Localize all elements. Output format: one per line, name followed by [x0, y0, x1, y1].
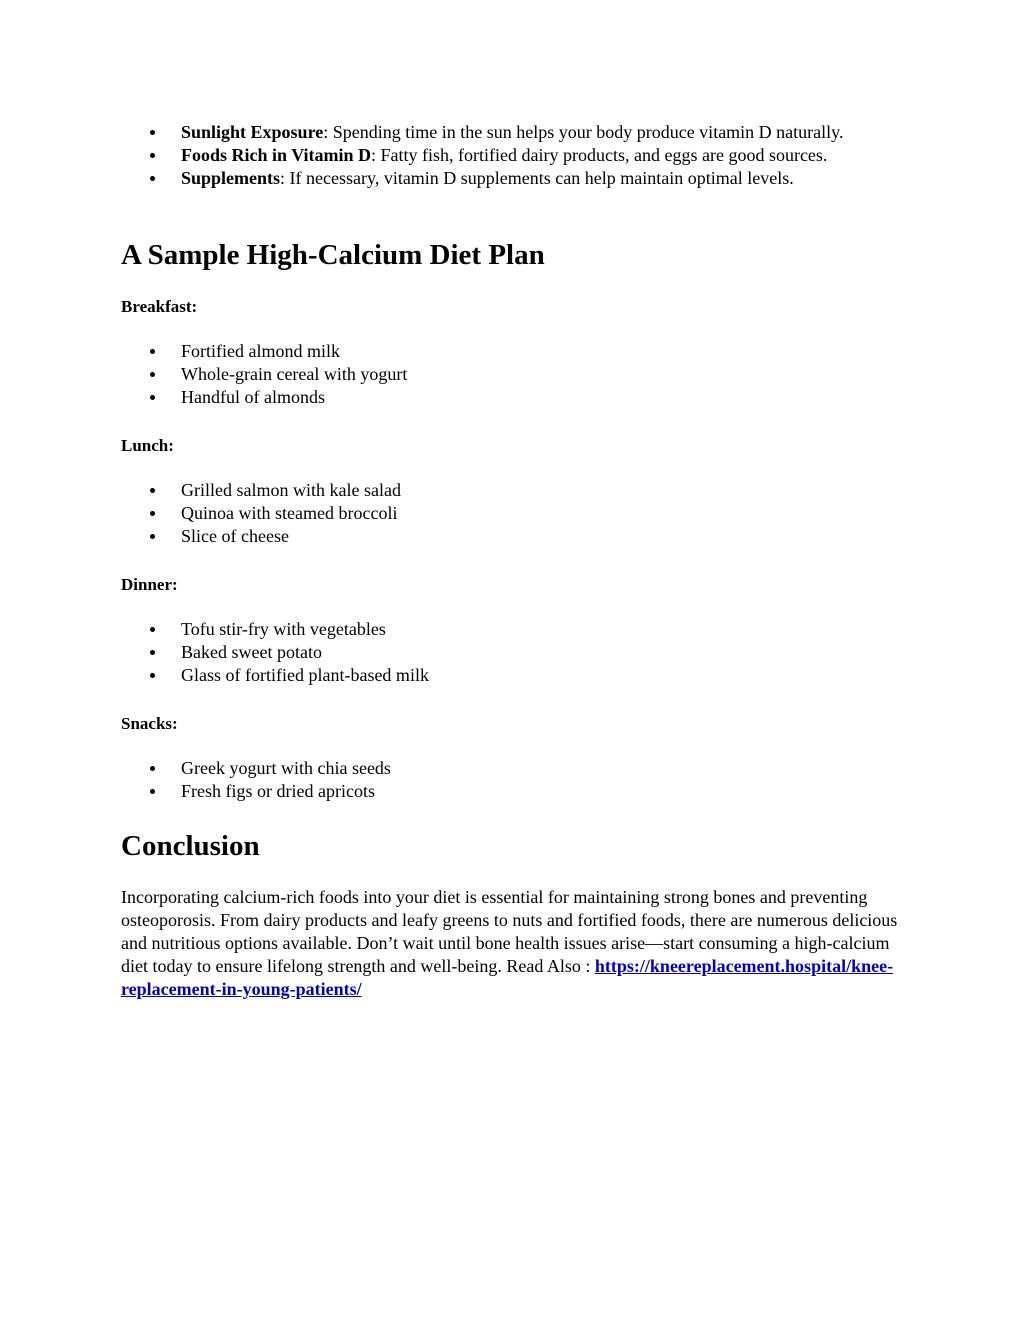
list-item-text: Tofu stir-fry with vegetables — [181, 619, 386, 639]
list-item-text: Greek yogurt with chia seeds — [181, 758, 391, 778]
list-item — [121, 167, 921, 190]
bullet-icon — [150, 395, 155, 400]
bullet-icon — [150, 130, 155, 135]
list-item — [121, 664, 881, 687]
bullet-icon — [150, 673, 155, 678]
list-item — [121, 757, 881, 780]
snacks-label: Snacks: — [121, 714, 178, 733]
list-item-text: Glass of fortified plant-based milk — [181, 665, 429, 685]
item-text: : If necessary, vitamin D supplements can help maintain optimal levels. — [280, 168, 794, 188]
dinner-list — [121, 618, 881, 687]
list-item-text: Grilled salmon with kale salad — [181, 480, 401, 500]
bullet-icon — [150, 789, 155, 794]
breakfast-list — [121, 340, 881, 409]
list-item — [121, 121, 921, 144]
bullet-icon — [150, 176, 155, 181]
bullet-icon — [150, 488, 155, 493]
bullet-icon — [150, 372, 155, 377]
lunch-list — [121, 479, 881, 548]
list-item-text: Handful of almonds — [181, 387, 325, 407]
item-term: Supplements — [181, 168, 281, 188]
list-item — [121, 641, 881, 664]
list-item-text: Fortified almond milk — [181, 341, 340, 361]
diet-plan-heading: A Sample High-Calcium Diet Plan — [121, 239, 545, 271]
bullet-icon — [150, 534, 155, 539]
bullet-icon — [150, 511, 155, 516]
list-item — [121, 618, 881, 641]
item-term: Sunlight Exposure — [181, 122, 324, 142]
conclusion-paragraph — [121, 886, 911, 1001]
list-item — [121, 144, 921, 167]
conclusion-body: Incorporating calcium-rich foods into your diet is essential for maintaining strong bones and preventing osteoporosis. From dairy products and leafy greens to nuts and fortified foods, there are numerous delicious and nutritious options available. Don’t wait until bone health issues arise—start consuming a high-calcium diet today to ensure lifelong strength and well-being. — [121, 887, 898, 976]
vitamin-d-sources-list — [121, 121, 921, 190]
list-item — [121, 363, 881, 386]
breakfast-label: Breakfast: — [121, 297, 198, 316]
list-item-text: Fresh figs or dried apricots — [181, 781, 375, 801]
list-item-text: Baked sweet potato — [181, 642, 322, 662]
list-item — [121, 340, 881, 363]
bullet-icon — [150, 153, 155, 158]
list-item — [121, 525, 881, 548]
conclusion-heading: Conclusion — [121, 830, 260, 862]
bullet-icon — [150, 766, 155, 771]
bullet-icon — [150, 627, 155, 632]
item-text: : Fatty fish, fortified dairy products, and eggs are good sources. — [371, 145, 828, 165]
bullet-icon — [150, 349, 155, 354]
bullet-icon — [150, 650, 155, 655]
lunch-label: Lunch: — [121, 436, 174, 455]
list-item — [121, 386, 881, 409]
item-text: : Spending time in the sun helps your body produce vitamin D naturally. — [323, 122, 844, 142]
snacks-list — [121, 757, 881, 803]
list-item — [121, 502, 881, 525]
list-item-text: Quinoa with steamed broccoli — [181, 503, 398, 523]
list-item-text: Whole-grain cereal with yogurt — [181, 364, 408, 384]
read-also-link[interactable]: https://kneereplacement.hospital/knee-replacement-in-young-patients/ — [121, 956, 894, 999]
read-also-label: Read Also : — [506, 956, 595, 976]
list-item — [121, 479, 881, 502]
list-item — [121, 780, 881, 803]
list-item-text: Slice of cheese — [181, 526, 289, 546]
item-term: Foods Rich in Vitamin D — [181, 145, 372, 165]
dinner-label: Dinner: — [121, 575, 178, 594]
